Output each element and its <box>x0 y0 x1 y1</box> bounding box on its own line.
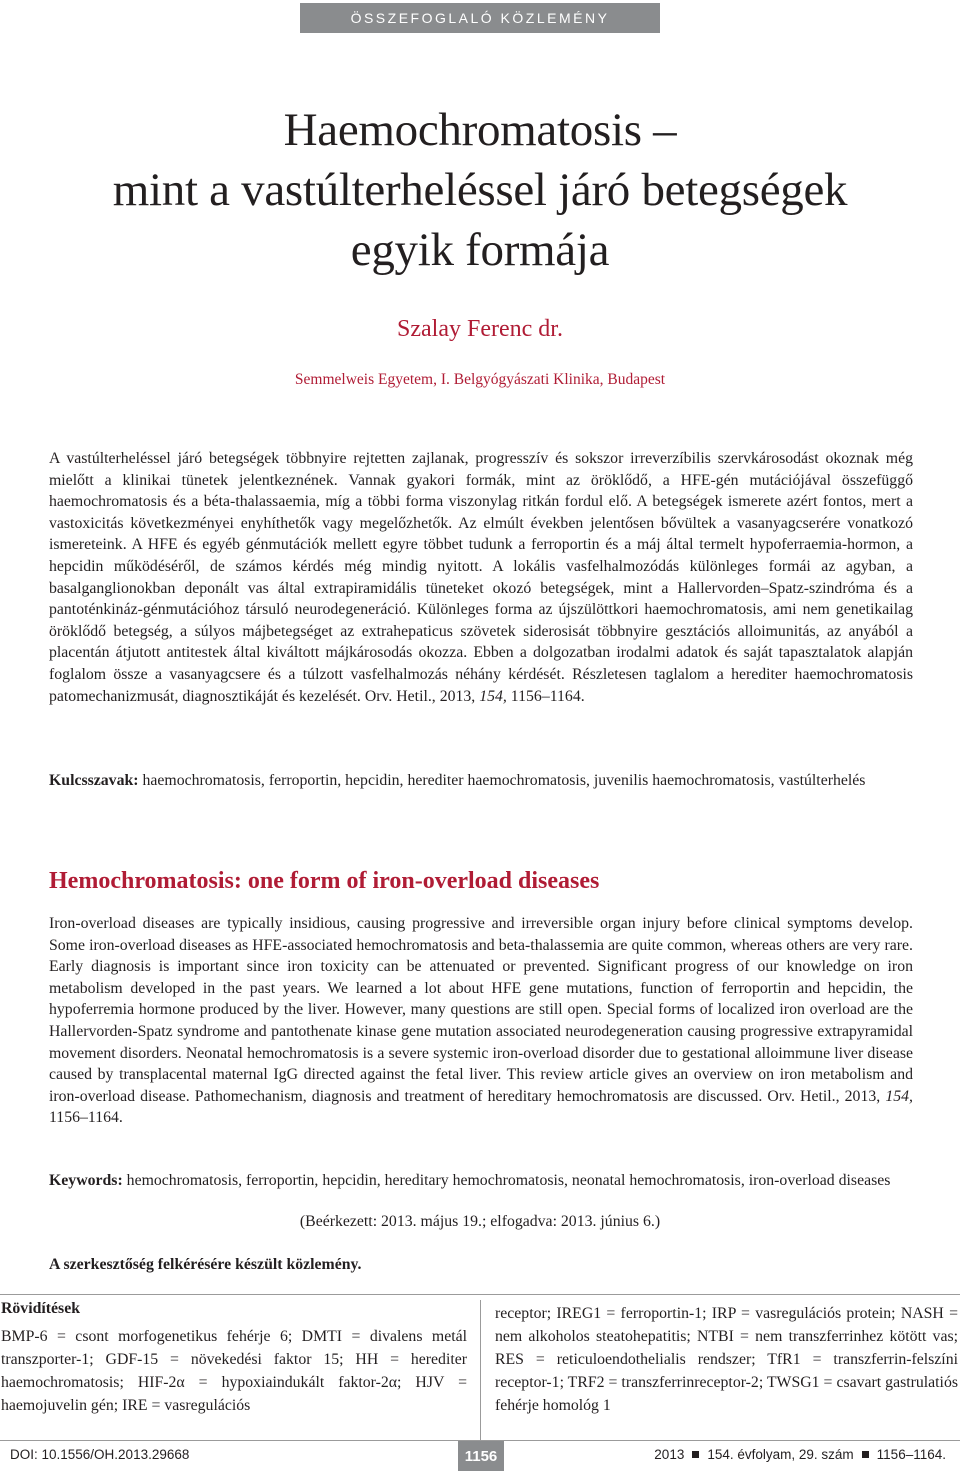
invited-note: A szerkesztőség felkérésére készült közlemény. <box>49 1256 362 1273</box>
abstract-hu-citation-volume: 154, <box>479 687 507 705</box>
abstract-en-citation-suffix: 1156–1164. <box>49 1109 123 1127</box>
keywords-hu-label: Kulcsszavak: <box>49 772 139 789</box>
square-bullet-icon <box>692 1451 699 1458</box>
abbreviations-right-column: receptor; IREG1 = ferroportin-1; IRP = vasregulációs protein; NASH = nem alkoholos steatohepatitis; NTBI = nem transzferrinhez kötött vas; RES = reticuloendothelialis rendszer; TfR1 = transzferrin-felszíni receptor-1; TRF2 = transzferrinreceptor-2; TWSG1 = csavart gastrulatiós fehérje homológ 1 <box>495 1305 958 1414</box>
section-label: ÖSSZEFOGLALÓ KÖZLEMÉNY <box>300 3 660 33</box>
abstract-hungarian <box>49 448 913 707</box>
abstract-en-text: Iron-overload diseases are typically insidious, causing progressive and irreversible organ injury before clinical symptoms develop. Some iron-overload diseases as HFE-associated hemochromatosis and beta-thalassemia are quite common, whereas others are very rare. Early diagnosis is important since iron toxicity can be attenuated or prevented. Significant progress of our knowledge on iron metabolism developed in the past years. We learned a lot about HFE gene mutations, function of ferroportin and hepcidin, the hypoferremia hormone produced by the liver. However, many questions are still open. Special forms of localized iron overload are the Hallervorden-Spatz syndrome and pantothenate kinase gene mutation associated neurodegeneration causing progressive extrapyramidal movement disorders. Neonatal hemochromatosis is a severe systemic iron-overload disorder due to gestational alloimmune liver disease caused by transplacental maternal IgG directed against the fetal liver. This review article gives an overview on iron metabolism and iron-overload disease. Pathomechanism, diagnosis and treatment of hereditary hemochromatosis are discussed. <box>49 915 913 1105</box>
keywords-en-text: hemochromatosis, ferroportin, hepcidin, hereditary hemochromatosis, neonatal hemochromatosis, iron-overload diseases <box>122 1172 891 1189</box>
abbreviations-left-column: BMP-6 = csont morfogenetikus fehérje 6; DMTI = divalens metál transzporter-1; GDF-15 = növekedési faktor 15; HH = herediter haemochromatosis; HIF-2α = hypoxiaindukált faktor-2α; HJV = haemojuvelin gén; IRE = vasregulációs <box>1 1328 467 1414</box>
english-title: Hemochromatosis: one form of iron-overload diseases <box>49 868 600 894</box>
page-footer <box>0 1440 960 1471</box>
abstract-en-citation-prefix: Orv. Hetil., 2013, <box>762 1087 886 1105</box>
abstract-hu-citation-prefix: Orv. Hetil., 2013, <box>360 687 480 705</box>
abstract-en-citation-volume: 154, <box>885 1087 913 1105</box>
keywords-english <box>49 1170 913 1192</box>
square-bullet-icon <box>862 1451 869 1458</box>
footer-pages: 1156–1164. <box>876 1447 946 1462</box>
abstract-hu-citation-suffix: 1156–1164. <box>506 687 585 705</box>
abbreviations-heading: Rövidítések <box>1 1300 80 1317</box>
footer-volume-issue: 154. évfolyam, 29. szám <box>707 1447 854 1462</box>
abstract-english <box>49 913 913 1129</box>
page-number: 1156 <box>458 1441 504 1471</box>
received-dates: (Beérkezett: 2013. május 19.; elfogadva: 2013. június 6.) <box>299 1213 661 1230</box>
journal-info <box>654 1447 946 1462</box>
abstract-hu-text: A vastúlterheléssel járó betegségek többnyire rejtetten zajlanak, progresszív és sokszor irreverzíbilis szervkárosodást okoznak még mielőtt a klinikai tünetek jelentkeznének. Vannak gyakori formák, mint az öröklődő, a HFE-gén mutációjával összefüggő haemochromatosis és a béta-thalassaemia, míg a többi forma viszonylag ritkán fordul elő. A betegségek ismerete azért fontos, mert a vastoxicitás következményei enyhíthetők vagy megelőzhetők. Az elmúlt években jelentősen bővültek a vasanyagcserére vonatkozó ismereteink. A HFE és egyéb génmutációk mellett egyre többet tudunk a ferroportin és a máj által termelt hypoferraemia-hormon, a hepcidin működéséről, de számos kérdés még mindig nyitott. A lokális vasfelhalmozódás különleges formái az agyban, a basalganglionokban deponált vas által extrapiramidális tüneteket okozó betegségek, mint a Hallervorden–Spatz-szindróma és a pantoténkináz-génmutációhoz társuló neurodegeneráció. Különleges forma az újszülöttkori haemochromatosis, ami nem genetikailag öröklődő betegség, a súlyos májbetegséget az extrahepaticus szövetek siderosisát többnyire gesztációs alloimunitás, az anyából a placentán átjutott antitestek által kiváltott májkárosodás okozza. Ebben a dolgozatban irodalmi adatok és saját tapasztalatok alapján foglalom össze a vasanyagcsere és a túlzott vasfelhalmozás néhány kérdését. Részletesen taglalom a herediter haemochromatosis patomechanizmusát, diagnosztikáját és kezelését. <box>49 450 913 705</box>
divider <box>0 1294 960 1295</box>
author: Szalay Ferenc dr. <box>397 316 563 342</box>
keywords-hu-text: haemochromatosis, ferroportin, hepcidin, herediter haemochromatosis, juvenilis haemochromatosis, vastúlterhelés <box>138 772 866 789</box>
footer-year: 2013 <box>654 1447 685 1462</box>
article-title <box>40 100 920 280</box>
affiliation: Semmelweis Egyetem, I. Belgyógyászati Klinika, Budapest <box>294 371 666 388</box>
title-line-2: mint a vastúlterheléssel járó betegségek <box>112 164 848 216</box>
doi-link[interactable]: DOI: 10.1556/OH.2013.29668 <box>10 1447 190 1462</box>
title-line-1: Haemochromatosis – <box>283 104 677 156</box>
keywords-en-label: Keywords: <box>49 1172 123 1189</box>
title-line-3: egyik formája <box>350 224 610 276</box>
column-divider <box>480 1300 481 1440</box>
keywords-hungarian <box>49 770 913 792</box>
